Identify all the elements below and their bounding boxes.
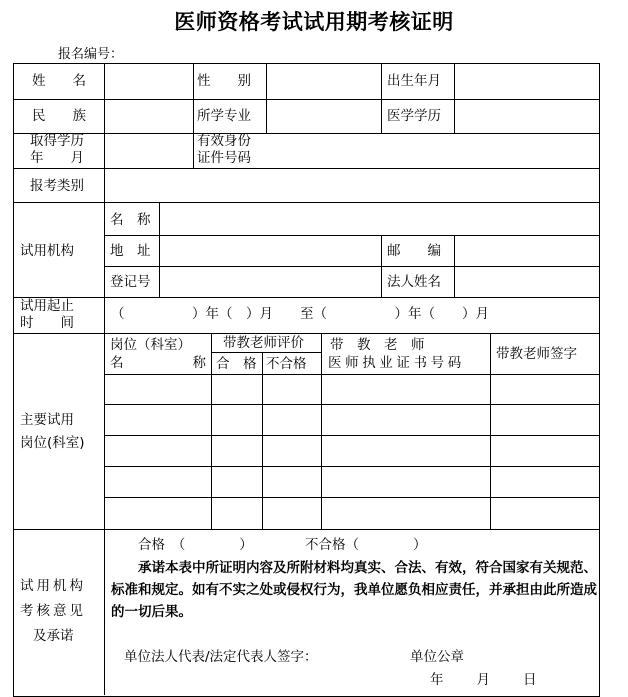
birth-date-label: 出生年月 bbox=[387, 73, 441, 89]
posts-section-label: 主要试用 bbox=[20, 412, 74, 428]
posts-section-label-line2: 岗位(科室) bbox=[20, 435, 85, 451]
teacher-eval-header: 带教老师评价 bbox=[223, 335, 304, 351]
column-divider bbox=[211, 333, 212, 529]
row-divider bbox=[104, 435, 599, 436]
teacher-license-header: 带 教 老 师 bbox=[330, 337, 425, 353]
column-divider bbox=[104, 63, 105, 695]
row-divider bbox=[13, 133, 599, 134]
column-divider bbox=[321, 333, 322, 529]
row-divider bbox=[104, 404, 599, 405]
trial-period-label-line2: 时 间 bbox=[20, 315, 74, 331]
legal-person-label: 法人姓名 bbox=[387, 274, 441, 290]
column-divider bbox=[454, 235, 455, 297]
pass-column-header: 合 格 bbox=[216, 356, 257, 372]
post-column-header-char: 称 bbox=[192, 355, 206, 371]
column-divider bbox=[454, 63, 455, 133]
post-column-header: 岗位（科室） bbox=[110, 337, 191, 353]
row-divider bbox=[104, 497, 599, 498]
institution-name-label: 名 称 bbox=[110, 212, 151, 228]
degree-date-label: 取得学历 bbox=[30, 133, 84, 149]
date-line: 年 月 日 bbox=[430, 672, 539, 688]
institution-address-label: 地 址 bbox=[110, 243, 151, 259]
post-column-header-char: 名 bbox=[110, 355, 124, 371]
row-divider bbox=[13, 529, 599, 530]
row-divider bbox=[13, 168, 599, 169]
column-divider bbox=[381, 63, 382, 133]
opinion-section-label-line2: 考核意见 bbox=[20, 603, 86, 619]
trial-period-dates: （ ）年（ ）月 至（ ）年（ ）月 bbox=[111, 306, 489, 322]
name-label: 姓 名 bbox=[32, 73, 86, 89]
ethnicity-label: 民 族 bbox=[32, 108, 86, 124]
major-label: 所学专业 bbox=[197, 108, 251, 124]
column-divider bbox=[262, 352, 263, 529]
registration-number-label: 报名编号： bbox=[58, 47, 124, 62]
teacher-license-header-line2: 医师执业证书号码 bbox=[328, 355, 465, 371]
column-divider bbox=[159, 202, 160, 297]
row-divider bbox=[104, 374, 599, 375]
fail-option: 不合格（ ） bbox=[305, 537, 427, 553]
postcode-label: 邮 编 bbox=[387, 243, 441, 259]
opinion-section-label-line3: 及承诺 bbox=[33, 628, 74, 644]
teacher-signature-header: 带教老师签字 bbox=[496, 346, 577, 362]
form-title: 医师资格考试试用期考核证明 bbox=[174, 10, 454, 34]
column-divider bbox=[490, 333, 491, 529]
degree-date-label-line2: 年 月 bbox=[30, 150, 84, 166]
column-divider bbox=[193, 63, 194, 168]
row-divider bbox=[104, 466, 599, 467]
column-divider bbox=[381, 235, 382, 297]
row-divider bbox=[13, 333, 599, 334]
row-divider bbox=[13, 297, 599, 298]
id-number-label: 有效身份 bbox=[197, 133, 251, 149]
institution-reg-no-label: 登记号 bbox=[110, 274, 151, 290]
row-divider bbox=[13, 202, 599, 203]
id-number-label-line2: 证件号码 bbox=[197, 150, 251, 166]
unit-seal-label: 单位公章 bbox=[410, 649, 464, 665]
promise-statement: 承诺本表中所证明内容及所附材料均真实、合法、有效，符合国家有关规范、标准和规定。如有不实之处或侵权行为，我单位愿负相应责任，并承担由此所造成的一切后果。 bbox=[111, 560, 597, 620]
column-divider bbox=[266, 63, 267, 133]
opinion-section-label: 试用机构 bbox=[20, 578, 86, 594]
institution-section-label: 试用机构 bbox=[20, 243, 74, 259]
row-divider bbox=[104, 235, 599, 236]
post-column-header-line2 bbox=[110, 355, 206, 371]
pass-option: 合格 （ ） bbox=[138, 537, 253, 553]
trial-period-label: 试用起止 bbox=[20, 298, 74, 314]
row-divider bbox=[211, 352, 321, 353]
gender-label: 性 别 bbox=[197, 73, 251, 89]
education-label: 医学学历 bbox=[387, 108, 441, 124]
row-divider bbox=[13, 99, 599, 100]
fail-column-header: 不合格 bbox=[266, 356, 307, 372]
row-divider bbox=[104, 266, 599, 267]
exam-type-label: 报考类别 bbox=[30, 178, 84, 194]
legal-rep-signature-label: 单位法人代表/法定代表人签字： bbox=[124, 649, 318, 665]
